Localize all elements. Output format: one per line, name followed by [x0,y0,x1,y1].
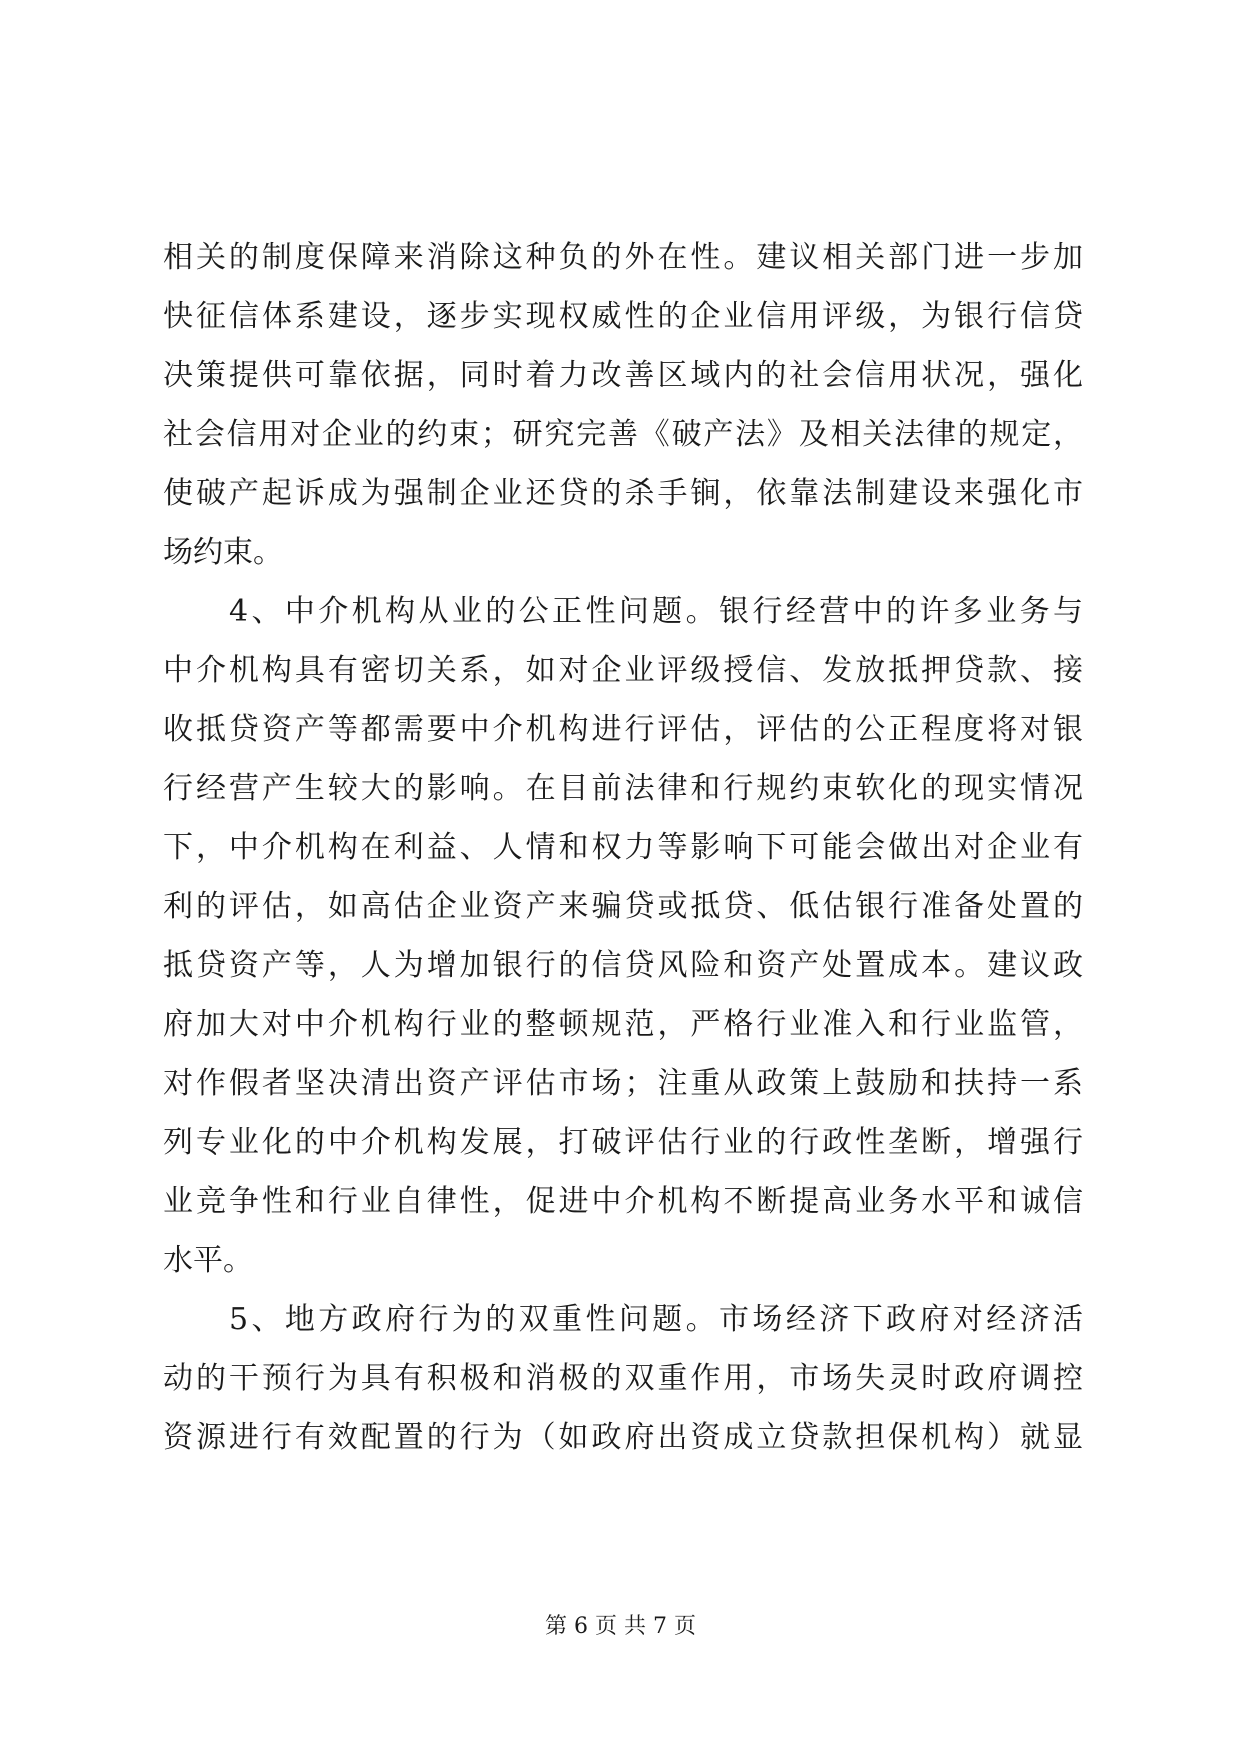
text-line: 5、地方政府行为的双重性问题。市场经济下政府对经济活 [229,1302,1083,1337]
text-line: 利的评估，如高估企业资产来骗贷或抵贷、低估银行准备处置的 [163,889,1083,924]
text-line: 场约束。 [163,535,283,570]
text-line: 下，中介机构在利益、人情和权力等影响下可能会做出对企业有 [163,830,1083,865]
text-line: 4、中介机构从业的公正性问题。银行经营中的许多业务与 [229,594,1083,629]
text-line: 使破产起诉成为强制企业还贷的杀手锏，依靠法制建设来强化市 [163,476,1083,511]
text-line: 水平。 [163,1243,253,1278]
text-line: 社会信用对企业的约束；研究完善《破产法》及相关法律的规定， [163,417,1083,452]
text-line: 资源进行有效配置的行为（如政府出资成立贷款担保机构）就显 [163,1420,1083,1455]
text-line: 行经营产生较大的影响。在目前法律和行规约束软化的现实情况 [163,771,1083,806]
text-line: 决策提供可靠依据，同时着力改善区域内的社会信用状况，强化 [163,358,1083,393]
text-line: 抵贷资产等，人为增加银行的信贷风险和资产处置成本。建议政 [163,948,1083,983]
text-line: 收抵贷资产等都需要中介机构进行评估，评估的公正程度将对银 [163,712,1083,747]
text-line: 中介机构具有密切关系，如对企业评级授信、发放抵押贷款、接 [163,653,1083,688]
page-number-label: 第 6 页 共 7 页 [545,1614,696,1639]
text-line: 对作假者坚决清出资产评估市场；注重从政策上鼓励和扶持一系 [163,1066,1083,1101]
document-body [163,228,1083,1467]
text-line: 列专业化的中介机构发展，打破评估行业的行政性垄断，增强行 [163,1125,1083,1160]
text-line: 府加大对中介机构行业的整顿规范，严格行业准入和行业监管， [163,1007,1083,1042]
text-line: 相关的制度保障来消除这种负的外在性。建议相关部门进一步加 [163,240,1083,275]
page-footer [0,1612,1241,1642]
text-line: 业竞争性和行业自律性，促进中介机构不断提高业务水平和诚信 [163,1184,1083,1219]
text-line: 动的干预行为具有积极和消极的双重作用，市场失灵时政府调控 [163,1361,1083,1396]
text-line: 快征信体系建设，逐步实现权威性的企业信用评级，为银行信贷 [163,299,1083,334]
